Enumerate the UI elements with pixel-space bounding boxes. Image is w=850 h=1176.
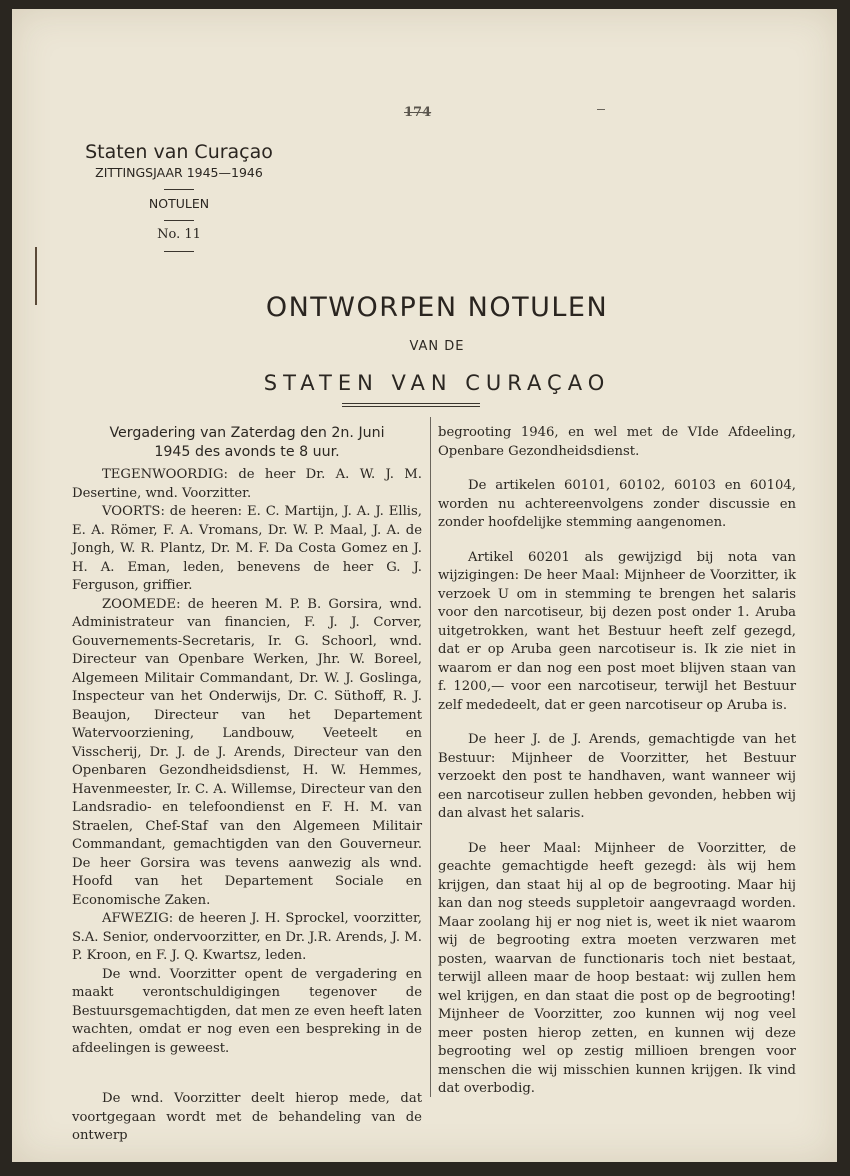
paragraph-articles: De artikelen 60101, 60102, 60103 en 60104, worden nu achtereenvolgens zonder discussie en zonder hoofdelijke stemming aangenomen. — [438, 478, 796, 530]
page-number: 174 — [404, 105, 432, 120]
paragraph-absent: AFWEZIG: de heeren J. H. Sprockel, voorzitter, S.A. Senior, ondervoorzitter, en Dr. J.R. Arends, J. M. P. Kroon, en F. J. Q. Kwartsz, leden. — [72, 911, 422, 963]
header-session: ZITTINGSJAAR 1945—1946 — [95, 165, 263, 180]
corner-mark — [597, 109, 605, 110]
header-block — [74, 141, 284, 258]
paragraph-maal: De heer Maal: Mijnheer de Voorzitter, de geachte gemachtigde heeft gezegd: àls wij hem krijgen, dan staat hij al op de begrooting. Maar hij kan dan nog steeds suppletoir aangevraagd worden. Maar zoolang hij er nog niet is, weet ik niet waarom wij de begrooting extra moeten verzwaren met posten, waarvan de functionaris toch niet bestaat, terwijl alleen maar de hoop bestaat: wij zullen hem wel krijgen, en dan staat die post op de begrooting! Mijnheer de Voorzitter, zoo kunnen wij nog veel meer posten hierop zetten, en kunnen wij deze begrooting wel op zestig millioen brengen voor menschen die wij misschien kunnen krijgen. Ik vind dat overbodig. — [438, 840, 796, 1096]
paragraph-article-60201: Artikel 60201 als gewijzigd bij nota van wijzigingen: De heer Maal: Mijnheer de Voorzitter, ik verzoek U om in stemming te brengen het salaris voor den narcotiseur, bij dezen post onder 1. Aruba uitgetrokken, want het Bestuur heeft zelf gezegd, dat er op Aruba geen narcotiseur is. Ik zie niet in waarom er dan nog een post moet blijven staan van f. 1200,— voor een narcotiseur, terwijl het Bestuur zelf mededeelt, dat er geen narcotiseur op Aruba is. — [438, 549, 796, 713]
paragraph-also: ZOOMEDE: de heeren M. P. B. Gorsira, wnd. Administrateur van financien, F. J. J. Corver, Gouvernements-Secretaris, Ir. G. Schoorl, wnd. Directeur van Openbare Werken, Jhr. W. Boreel, Algemeen Militair Commandant, Dr. W. J. Goslinga, Inspecteur van het Onderwijs, Dr. C. Süthoff, R. J. Beaujon, Directeur van het Departement Watervoorziening, Landbouw, Veeteelt en Visscherij, Dr. J. de J. Arends, Directeur van den Openbaren Gezondheidsdienst, H. W. Hemmes, Havenmeester, Ir. C. A. Willemse, Directeur van den Landsradio- en telefoondienst en F. H. M. van Straelen, Chef-Staf van den Algemeen Militair Commandant, gemachtigden van den Gouverneur. De heer Gorsira was tevens aanwezig als wnd. Hoofd van het Departement Sociale en Economische Zaken. — [72, 596, 422, 908]
header-notulen: NOTULEN — [148, 196, 210, 211]
meeting-line-2: 1945 des avonds te 8 uur. — [154, 444, 340, 460]
header-rule — [164, 189, 194, 190]
right-column — [438, 424, 796, 1099]
paragraph-opening: De wnd. Voorzitter opent de vergadering en maakt verontschuldigingen tegenover de Bestuursgemachtigden, dat men ze even heeft laten wachten, omdat er nog even een bespreking in de afdeelingen is geweest. — [72, 966, 422, 1056]
left-column — [72, 424, 422, 1146]
column-divider — [430, 417, 431, 1097]
main-staten: STATEN VAN CURAÇAO — [263, 371, 611, 395]
header-title: Staten van Curaçao — [85, 141, 273, 163]
meeting-title — [72, 424, 422, 462]
document-page — [12, 9, 837, 1162]
header-number: No. 11 — [157, 227, 201, 242]
main-title: ONTWORPEN NOTULEN — [265, 292, 609, 323]
paragraph-continuation: De wnd. Voorzitter deelt hierop mede, dat voortgegaan wordt met de behandeling van de ontwerp — [72, 1091, 422, 1143]
meeting-line-1: Vergadering van Zaterdag den 2n. Juni — [109, 425, 385, 441]
paragraph-budget: begrooting 1946, en wel met de VIde Afdeeling, Openbare Gezondheidsdienst. — [438, 425, 796, 459]
title-underline — [342, 406, 480, 407]
paragraph-further: VOORTS: de heeren: E. C. Martijn, J. A. J. Ellis, E. A. Römer, F. A. Vromans, Dr. W. P. Maal, J. A. de Jongh, W. R. Plantz, Dr. M. F. Da Costa Gomez en J. H. A. Eman, leden, benevens de heer G. J. Ferguson, griffier. — [72, 504, 422, 593]
main-van: VAN DE — [409, 339, 465, 354]
title-underline — [342, 403, 480, 404]
header-rule — [164, 220, 194, 221]
paragraph-present: TEGENWOORDIG: de heer Dr. A. W. J. M. Desertine, wnd. Voorzitter. — [72, 467, 422, 501]
paragraph-arends: De heer J. de J. Arends, gemachtigde van het Bestuur: Mijnheer de Voorzitter, het Bestuur verzoekt den post te handhaven, want wanneer wij een narcotiseur zullen hebben gevonden, hebben wij dan alvast het salaris. — [438, 732, 796, 821]
header-rule — [164, 251, 194, 252]
